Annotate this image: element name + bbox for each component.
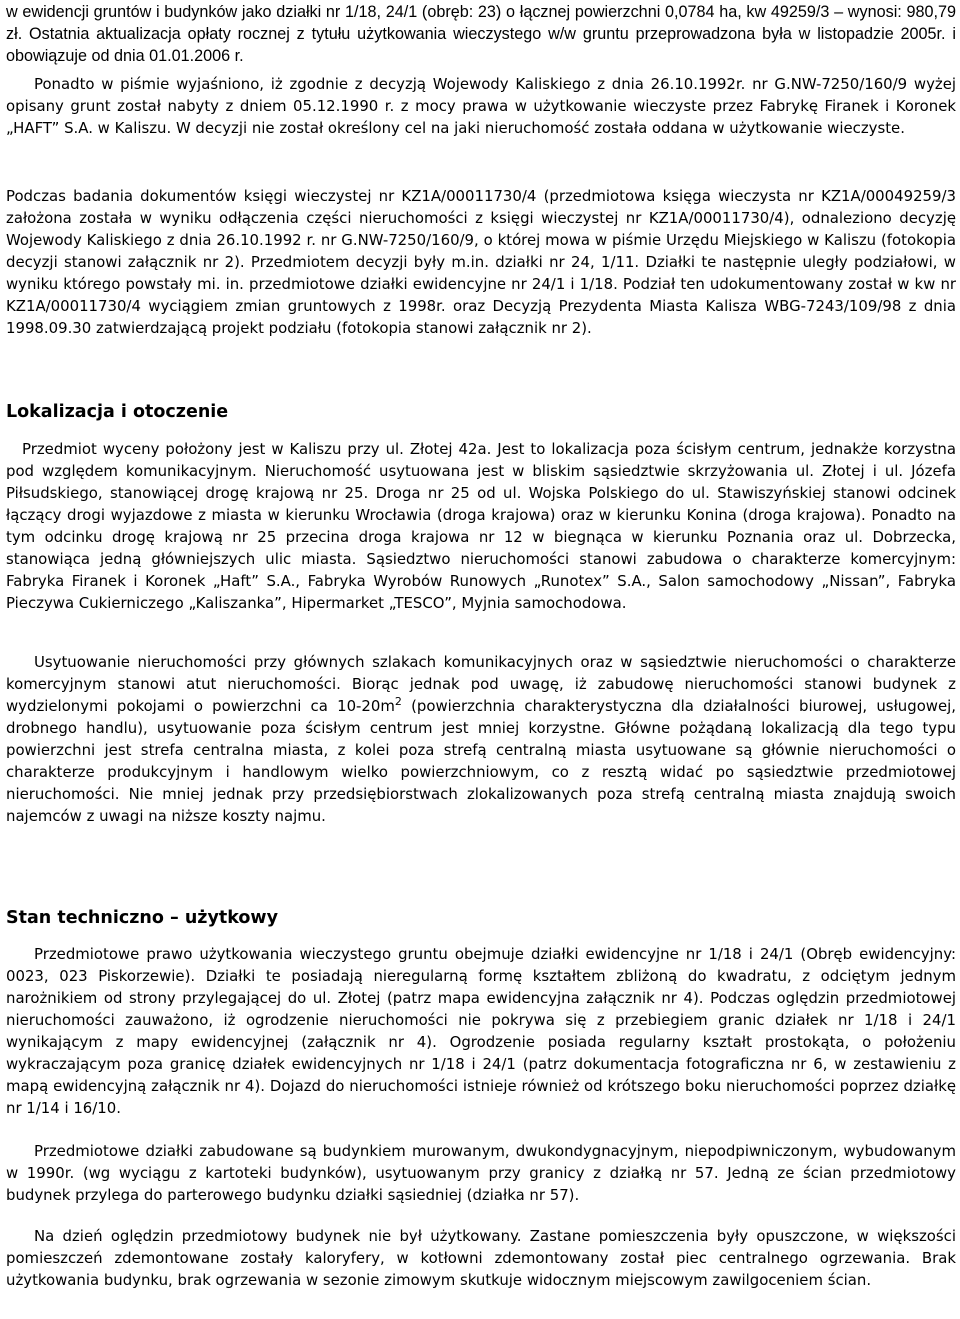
technical-paragraph-2: Przedmiotowe działki zabudowane są budynkiem murowanym, dwukondygnacyjnym, niepodpiwniczonym, wybudowanym w 1990r. (wg wyciągu z kartoteki budynków), usytuowanym przy granicy z działką nr 57. Jedną ze ścian przedmiotowy budynek przylega do parterowego budynku działki sąsiedniej (działka nr 57). bbox=[6, 1142, 956, 1204]
section-heading-technical: Stan techniczno – użytkowy bbox=[6, 908, 279, 928]
intro-paragraph: w ewidencji gruntów i budynków jako działki nr 1/18, 24/1 (obręb: 23) o łącznej powierzchni 0,0784 ha, kw 49259/3 – wynosi: 980,79 zł. Ostatnia aktualizacja opłaty rocznej z tytułu użytkowania wieczystego w/w gruntu przeprowadzona była w listopadzie 2005r. i obowiązuje od dnia 01.01.2006 r. bbox=[6, 3, 956, 65]
location-paragraph-2 bbox=[6, 651, 956, 827]
land-registry-paragraph: Podczas badania dokumentów księgi wieczystej nr KZ1A/00011730/4 (przedmiotowa księga wieczysta nr KZ1A/00049259/3 założona została w wyniku odłączenia części nieruchomości z księgi wieczystej nr KZ1A/00011730/4), odnaleziono decyzję Wojewody Kaliskiego z dnia 26.10.1992 r. nr G.NW-7250/160/9, o której mowa w piśmie Urzędu Miejskiego w Kaliszu (fotokopia decyzji stanowi załącznik nr 2). Przedmiotem decyzji były m.in. działki nr 24, 1/11. Działki te następnie uległy podziałowi, w wyniku którego powstały mi. in. przedmiotowe działki ewidencyjne nr 24/1 i 1/18. Podział ten udokumentowany został w kw nr KZ1A/00011730/4 wyciągiem zmian gruntowych z 1998r. oraz Decyzją Prezydenta Miasta Kalisza WBG-7243/109/98 z dnia 1998.09.30 zatwierdzającą projekt podziału (fotokopia stanowi załącznik nr 2). bbox=[6, 187, 956, 337]
technical-paragraph-3: Na dzień oględzin przedmiotowy budynek nie był użytkowany. Zastane pomieszczenia były opuszczone, w większości pomieszczeń zdemontowane zostały kaloryfery, w kotłowni zdemontowany został piec centralnego ogrzewania. Brak użytkowania budynku, brak ogrzewania w sezonie zimowym skutkuje widocznym miejscowym zawilgoceniem ścian. bbox=[6, 1227, 956, 1289]
location-paragraph-2-end: (powierzchnia charakterystyczna dla działalności biurowej, usługowej, drobnego handlu), usytuowanie poza ścisłym centrum jest mniej korzystne. Główne pożądaną lokalizacją dla tego typu powierzchni jest strefa centralna miasta, z kolei poza strefą centralną miasta usytuowane są głównie nieruchomości o charakterze produkcyjnym i handlowym wielko powierzchniowym, co z resztą widać po sąsiedztwie przedmiotowej nieruchomości. Nie mniej jednak przy przedsiębiorstwach zlokalizowanych poza strefą centralną miasta znajdują swoich najemców z uwagi na niższe koszty najmu. bbox=[6, 697, 957, 825]
decision-paragraph: Ponadto w piśmie wyjaśniono, iż zgodnie z decyzją Wojewody Kaliskiego z dnia 26.10.1992r. nr G.NW-7250/160/9 wyżej opisany grunt został nabyty z dniem 05.12.1990 r. z mocy prawa w użytkowanie wieczyste przez Fabrykę Firanek i Koronek „HAFT” S.A. w Kaliszu. W decyzji nie został określony cel na jaki nieruchomość została oddana w użytkowanie wieczyste. bbox=[6, 75, 956, 137]
superscript-2: 2 bbox=[394, 695, 402, 709]
location-paragraph-2-start: Usytuowanie nieruchomości przy głównych szlakach komunikacyjnych oraz w sąsiedztwie nieruchomości o charakterze komercyjnym stanowi atut nieruchomości. Biorąc jednak pod uwagę, iż zabudowę nieruchomości stanowi budynek z wydzielonymi pokojami o powierzchni ca 10-20m bbox=[6, 653, 956, 715]
technical-paragraph-1: Przedmiotowe prawo użytkowania wieczystego gruntu obejmuje działki ewidencyjne nr 1/18 i 24/1 (Obręb ewidencyjny: 0023, 023 Piskorzewie). Działki te posiadają nieregularną formę kształtem zbliżoną do kwadratu, z odciętym jednym narożnikiem od strony przylegającej do ul. Złotej (patrz mapa ewidencyjna załącznik nr 4). Podczas oględzin przedmiotowej nieruchomości zauważono, iż ogrodzenie nieruchomości nie pokrywa się z przebiegiem granic działek nr 1/18 i 24/1 wynikającym z mapy ewidencyjnej (załącznik nr 4). Ogrodzenie posiada regularny kształt prostokąta, o położeniu wykraczającym poza granicę działek ewidencyjnych nr 1/18 i 24/1 (patrz dokumentacja fotograficzna nr 6, w zestawieniu z mapą ewidencyjną załącznik nr 4). Dojazd do nieruchomości istnieje również od krótszego boku nieruchomości poprzez działkę nr 1/14 i 16/10. bbox=[6, 945, 956, 1117]
location-paragraph-1: Przedmiot wyceny położony jest w Kaliszu przy ul. Złotej 42a. Jest to lokalizacja poza ścisłym centrum, jednakże korzystna pod względem komunikacyjnym. Nieruchomość usytuowana jest w bliskim sąsiedztwie skrzyżowania ul. Złotej i ul. Józefa Piłsudskiego, stanowiącej drogę krajową nr 25. Droga nr 25 od ul. Wojska Polskiego do ul. Stawiszyńskiej stanowi odcinek łączący drogi wyjazdowe z miasta w kierunku Wrocławia (droga krajowa) oraz w kierunku Konina (droga krajowa). Ponadto na tym odcinku drogę krajową nr 25 przecina droga krajowa nr 12 w biegnąca w kierunku Poznania oraz ul. Dobrzecka, stanowiąca jedną główniejszych ulic miasta. Sąsiedztwo nieruchomości stanowi zabudowa o charakterze komercyjnym: Fabryka Firanek i Koronek „Haft” S.A., Fabryka Wyrobów Runowych „Runotex” S.A., Salon samochodowy „Nissan”, Fabryka Pieczywa Cukierniczego „Kaliszanka”, Hipermarket „TESCO”, Myjnia samochodowa. bbox=[6, 440, 956, 612]
section-heading-location: Lokalizacja i otoczenie bbox=[6, 402, 229, 422]
